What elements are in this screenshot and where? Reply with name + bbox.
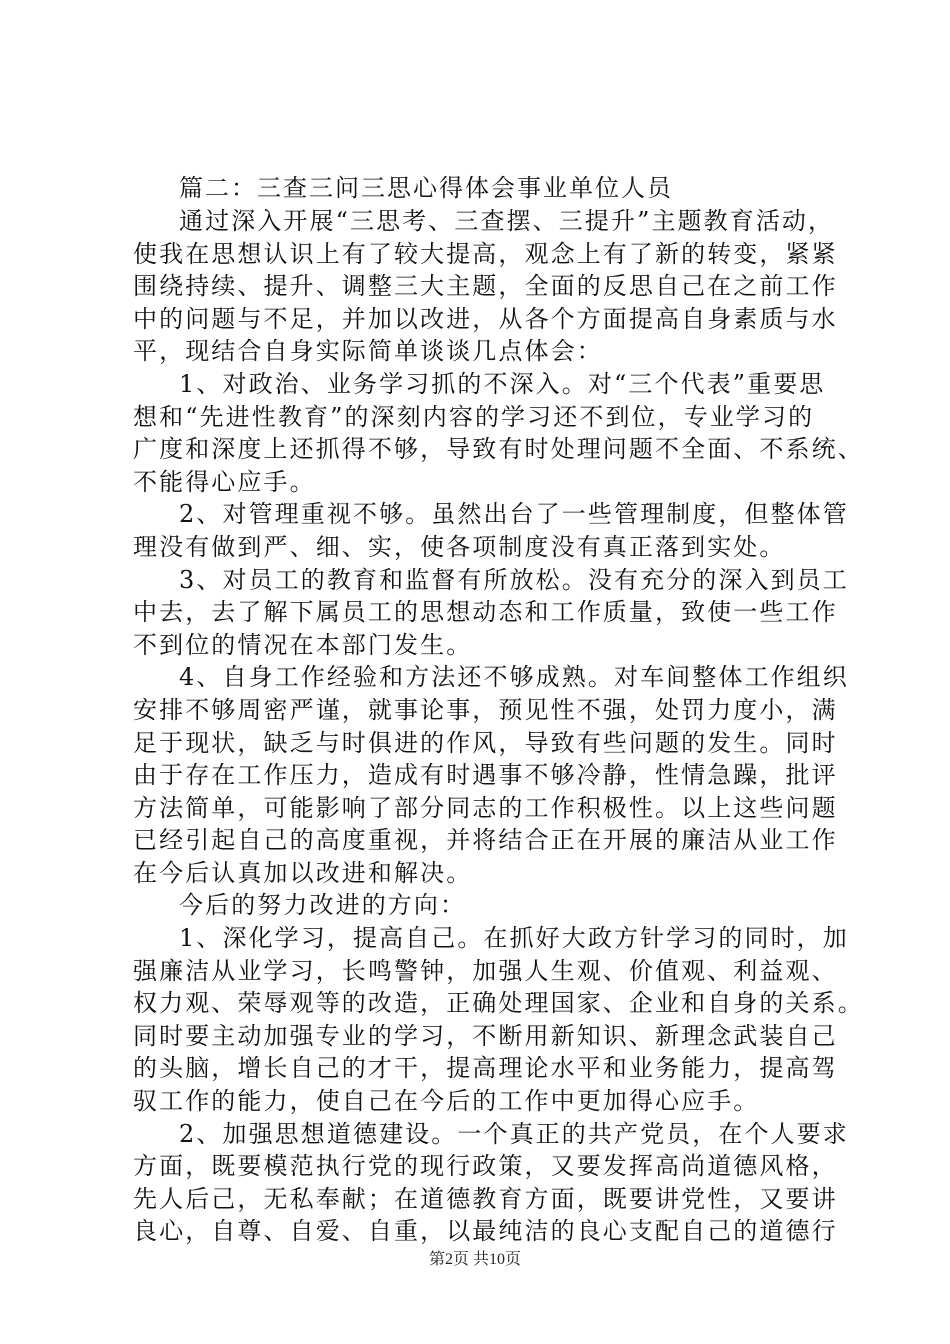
text-line: 今后的努力改进的方向： — [179, 891, 467, 920]
text-line: 在今后认真加以改进和解决。 — [133, 858, 473, 887]
text-line: 已经引起自己的高度重视，并将结合正在开展的廉洁从业工作 — [133, 826, 838, 855]
text-line: 理没有做到严、细、实，使各项制度没有真正落到实处。 — [133, 532, 786, 561]
text-line: 通过深入开展“三思考、三查摆、三提升”主题教育活动， — [179, 207, 835, 235]
text-line: 3、对员工的教育和监督有所放松。没有充分的深入到员工 — [179, 565, 849, 594]
text-line: 驭工作的能力，使自己在今后的工作中更加得心应手。 — [133, 1087, 760, 1116]
text-line: 平，现结合自身实际简单谈谈几点体会： — [133, 337, 603, 366]
text-line: 围绕持续、提升、调整三大主题，全面的反思自己在之前工作 — [133, 272, 838, 301]
text-line: 中去，去了解下属员工的思想动态和工作质量，致使一些工作 — [133, 598, 838, 627]
text-line: 同时要主动加强专业的学习，不断用新知识、新理念武装自己 — [133, 1021, 838, 1050]
text-line: 不能得心应手。 — [133, 467, 316, 496]
text-line: 2、加强思想道德建设。一个真正的共产党员，在个人要求 — [179, 1119, 849, 1148]
text-line: 的头脑，增长自己的才干，提高理论水平和业务能力，提高驾 — [133, 1054, 838, 1083]
document-title: 篇二：三查三问三思心得体会事业单位人员 — [179, 174, 673, 202]
text-line: 1、深化学习，提高自己。在抓好大政方针学习的同时，加 — [179, 924, 849, 953]
page-footer: 第2页 共10页 — [428, 1251, 521, 1268]
text-line: 权力观、荣辱观等的改造，正确处理国家、企业和自身的关系。 — [133, 989, 864, 1018]
text-line: 想和“先进性教育”的深刻内容的学习还不到位，专业学习的 — [133, 402, 815, 431]
text-line: 足于现状，缺乏与时俱进的作风，导致有些问题的发生。同时 — [133, 728, 838, 757]
text-line: 由于存在工作压力，造成有时遇事不够冷静，性情急躁，批评 — [133, 761, 838, 790]
text-line: 方面，既要模范执行党的现行政策，又要发挥高尚道德风格， — [133, 1152, 838, 1181]
text-line: 不到位的情况在本部门发生。 — [133, 630, 473, 659]
text-line: 中的问题与不足，并加以改进，从各个方面提高自身素质与水 — [133, 304, 838, 333]
text-line: 1、对政治、业务学习抓的不深入。对“三个代表”重要思 — [179, 369, 826, 398]
text-line: 使我在思想认识上有了较大提高，观念上有了新的转变，紧紧 — [133, 239, 838, 268]
text-line: 安排不够周密严谨，就事论事，预见性不强，处罚力度小，满 — [133, 695, 838, 724]
text-line: 4、自身工作经验和方法还不够成熟。对车间整体工作组织 — [179, 663, 849, 692]
text-line: 方法简单，可能影响了部分同志的工作积极性。以上这些问题 — [133, 793, 838, 822]
text-line: 先人后己，无私奉献；在道德教育方面，既要讲党性，又要讲 — [133, 1184, 838, 1213]
text-line: 2、对管理重视不够。虽然出台了一些管理制度，但整体管 — [179, 500, 849, 529]
document-text — [133, 205, 864, 1248]
text-line: 良心，自尊、自爱、自重，以最纯洁的良心支配自己的道德行 — [133, 1217, 838, 1246]
text-line: 广度和深度上还抓得不够，导致有时处理问题不全面、不系统、 — [133, 435, 864, 464]
document-body — [133, 172, 864, 1248]
text-line: 强廉洁从业学习，长鸣警钟，加强人生观、价值观、利益观、 — [133, 956, 838, 985]
